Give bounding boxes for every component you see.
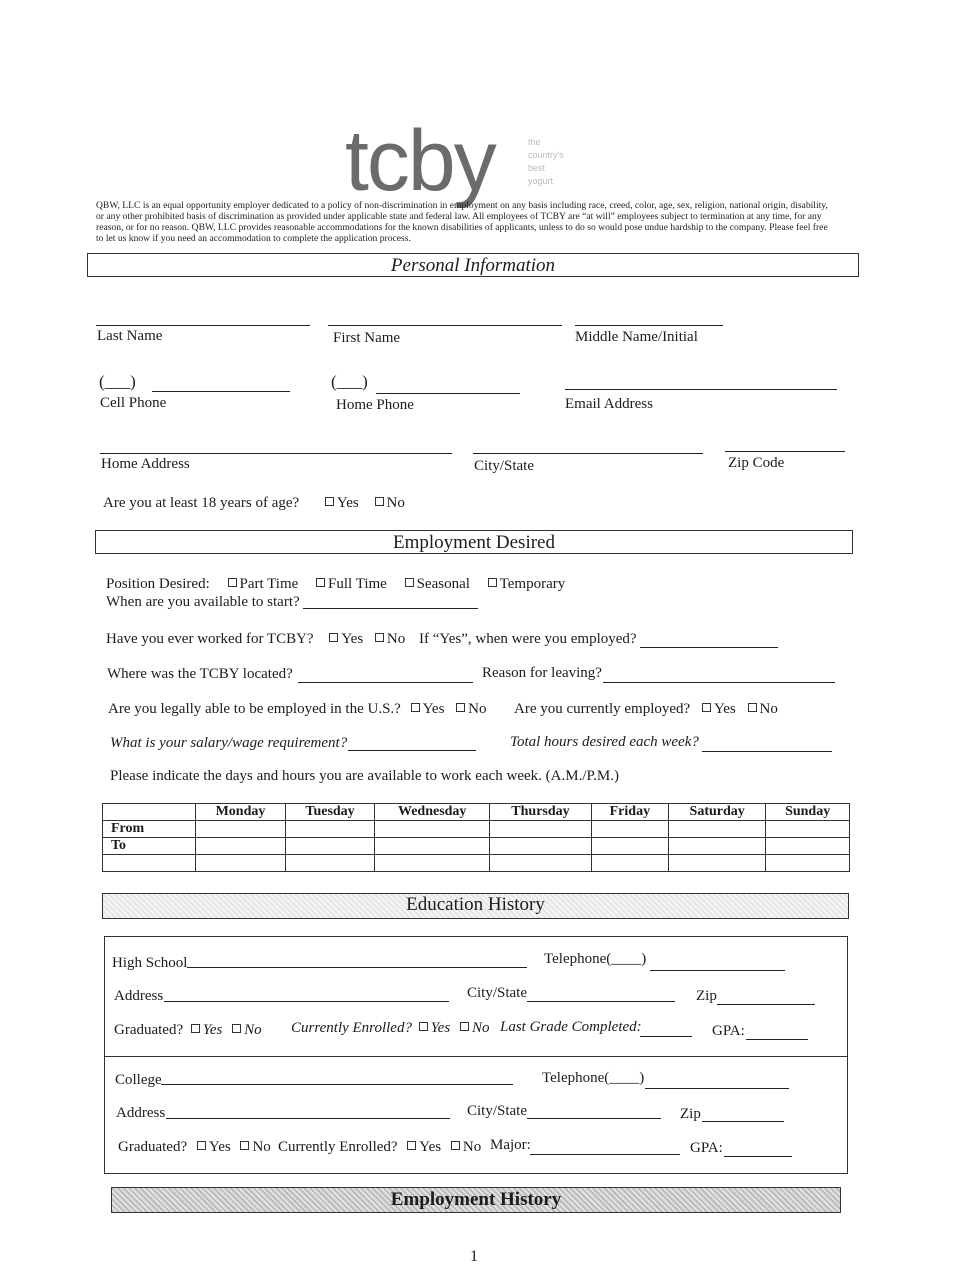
home-address-line[interactable] xyxy=(100,453,452,454)
hs-zip-line[interactable] xyxy=(717,1004,815,1005)
yes-label: Yes xyxy=(430,1020,451,1036)
hs-telephone-label: Telephone(____) xyxy=(544,951,647,967)
hs-gpa-line[interactable] xyxy=(746,1039,808,1040)
last-name-line[interactable] xyxy=(96,325,310,326)
when-employed-label: If “Yes”, when were you employed? xyxy=(419,631,637,647)
first-name-line[interactable] xyxy=(328,325,562,326)
hs-enrolled-no-option[interactable] xyxy=(460,1020,490,1036)
hs-grad-no-option[interactable] xyxy=(232,1022,262,1038)
checkbox-icon[interactable] xyxy=(460,1022,469,1031)
day-header: Friday xyxy=(591,804,668,821)
college-city-state-label: City/State xyxy=(467,1103,527,1119)
legal-no-option[interactable] xyxy=(456,701,486,717)
hs-gpa-label: GPA: xyxy=(712,1023,745,1039)
checkbox-icon[interactable] xyxy=(748,703,757,712)
legally-able-row xyxy=(108,701,487,718)
position-desired-row xyxy=(106,576,565,593)
time-cell[interactable] xyxy=(490,855,591,872)
no-label: No xyxy=(471,1020,490,1036)
day-header: Wednesday xyxy=(375,804,490,821)
checkbox-icon[interactable] xyxy=(240,1141,249,1150)
enrolled-label: Currently Enrolled? xyxy=(291,1020,412,1036)
age-question-text: Are you at least 18 years of age? xyxy=(103,495,300,511)
last-grade-line[interactable] xyxy=(640,1036,692,1037)
section-title: Education History xyxy=(406,894,545,915)
option-label: Full Time xyxy=(328,576,387,592)
yes-label: Yes xyxy=(202,1022,223,1038)
time-cell[interactable] xyxy=(196,838,286,855)
yes-label: Yes xyxy=(419,1139,442,1155)
checkbox-icon[interactable] xyxy=(191,1024,200,1033)
tagline-word: country's xyxy=(528,150,564,160)
section-title: Employment History xyxy=(390,1189,562,1210)
salary-label: What is your salary/wage requirement? xyxy=(110,735,348,751)
college-zip-label: Zip xyxy=(680,1106,701,1122)
day-header: Tuesday xyxy=(285,804,374,821)
email-line[interactable] xyxy=(565,389,837,390)
employment-desired-header xyxy=(95,530,853,554)
home-area-code: (___) xyxy=(331,372,368,391)
table-row xyxy=(103,855,850,872)
home-phone-line[interactable] xyxy=(376,393,520,394)
currently-employed-row xyxy=(514,701,778,718)
checkbox-icon[interactable] xyxy=(451,1141,460,1150)
section-title: Employment Desired xyxy=(393,532,555,553)
time-cell[interactable] xyxy=(375,855,490,872)
availability-note: Please indicate the days and hours you are available to work each week. (A.M./P.M.) xyxy=(110,768,620,784)
time-cell[interactable] xyxy=(766,821,850,838)
city-state-label: City/State xyxy=(474,458,534,474)
college-grad-yes-option[interactable] xyxy=(197,1139,231,1155)
checkbox-icon[interactable] xyxy=(411,703,420,712)
college-gpa-label: GPA: xyxy=(690,1140,723,1156)
college-address-label: Address xyxy=(116,1105,166,1121)
table-row xyxy=(103,838,850,855)
time-cell[interactable] xyxy=(669,855,766,872)
hs-address-line[interactable] xyxy=(164,1001,449,1002)
legal-yes-option[interactable] xyxy=(411,701,445,717)
no-label: No xyxy=(462,1139,482,1155)
hs-grad-yes-option[interactable] xyxy=(191,1022,222,1038)
college-enrolled-yes-option[interactable] xyxy=(407,1139,441,1155)
checkbox-icon[interactable] xyxy=(375,497,384,506)
age-no-option[interactable] xyxy=(375,495,405,511)
time-cell[interactable] xyxy=(591,838,668,855)
college-telephone-label: Telephone(____) xyxy=(542,1070,645,1086)
email-label: Email Address xyxy=(565,396,653,412)
tagline-word: yogurt xyxy=(528,176,554,186)
college-enrolled-row xyxy=(278,1139,481,1156)
hs-enrolled-yes-option[interactable] xyxy=(419,1020,450,1036)
middle-name-label: Middle Name/Initial xyxy=(575,329,698,345)
city-state-line[interactable] xyxy=(473,453,703,454)
corner-cell xyxy=(103,804,196,821)
time-cell[interactable] xyxy=(375,838,490,855)
time-cell[interactable] xyxy=(490,821,591,838)
checkbox-icon[interactable] xyxy=(228,578,237,587)
home-phone-label: Home Phone xyxy=(336,397,414,413)
checkbox-icon[interactable] xyxy=(407,1141,416,1150)
tagline-word: the xyxy=(528,137,541,147)
personal-info-header xyxy=(87,253,859,277)
day-header: Saturday xyxy=(669,804,766,821)
full-time-option[interactable] xyxy=(316,576,387,592)
major-line[interactable] xyxy=(530,1154,680,1155)
hours-week-line[interactable] xyxy=(702,751,832,752)
when-employed-line[interactable] xyxy=(640,647,778,648)
time-cell[interactable] xyxy=(490,838,591,855)
zip-line[interactable] xyxy=(725,451,845,452)
no-label: No xyxy=(759,701,778,717)
employment-history-header xyxy=(111,1187,841,1213)
worked-before-row xyxy=(106,631,637,648)
age-question xyxy=(103,495,405,512)
time-cell[interactable] xyxy=(285,821,374,838)
checkbox-icon[interactable] xyxy=(488,578,497,587)
temporary-option[interactable] xyxy=(488,576,566,592)
college-grad-no-option[interactable] xyxy=(240,1139,270,1155)
graduated-label: Graduated? xyxy=(118,1139,188,1155)
tagline-word: best xyxy=(528,163,546,173)
location-line[interactable] xyxy=(298,682,473,683)
time-cell[interactable] xyxy=(591,821,668,838)
section-title: Personal Information xyxy=(390,255,556,276)
location-label: Where was the TCBY located? xyxy=(107,666,293,682)
hs-telephone-line[interactable] xyxy=(650,970,785,971)
no-label: No xyxy=(386,495,405,511)
college-graduated-row xyxy=(118,1139,271,1156)
eeo-statement: QBW, LLC is an equal opportunity employer dedicated to a policy of non-discrimination in employment on any basis including race, creed, color, age, sex, religion, national origin, disability, or any other prohibited basis of discrimination as provided under applicable state and federal law. All employees of TCBY are “at will” employees subject to termination at any time, for any reason, or for no reason. QBW, LLC provides reasonable accommodations for the known disabilities of applicants, unless to do so would pose undue hardship to the company. Please feel free to let us know if you need an accommodation to complete the application process. xyxy=(96,200,828,244)
employed-yes-option[interactable] xyxy=(702,701,736,717)
yes-label: Yes xyxy=(341,631,364,647)
college-label: College xyxy=(115,1072,162,1088)
time-cell[interactable] xyxy=(766,838,850,855)
option-label: Part Time xyxy=(239,576,299,592)
time-cell[interactable] xyxy=(766,855,850,872)
first-name-label: First Name xyxy=(333,330,401,346)
hours-week-label: Total hours desired each week? xyxy=(510,734,699,750)
last-name-label: Last Name xyxy=(97,328,163,344)
worked-no-option[interactable] xyxy=(375,631,405,647)
time-cell[interactable] xyxy=(669,821,766,838)
availability-table xyxy=(102,803,850,872)
hs-address-label: Address xyxy=(114,988,164,1004)
start-date-line[interactable] xyxy=(303,608,478,609)
time-cell[interactable] xyxy=(196,855,286,872)
middle-name-line[interactable] xyxy=(575,325,723,326)
checkbox-icon[interactable] xyxy=(316,578,325,587)
hs-city-state-label: City/State xyxy=(467,985,527,1001)
salary-line[interactable] xyxy=(348,750,476,751)
logo-tagline xyxy=(528,136,564,188)
college-zip-line[interactable] xyxy=(702,1121,784,1122)
last-grade-label: Last Grade Completed: xyxy=(500,1019,642,1035)
hs-zip-label: Zip xyxy=(696,988,717,1004)
yes-label: Yes xyxy=(713,701,736,717)
position-desired-label: Position Desired: xyxy=(106,576,210,592)
worked-before-label: Have you ever worked for TCBY? xyxy=(106,631,314,647)
college-city-state-line[interactable] xyxy=(527,1118,661,1119)
part-time-option[interactable] xyxy=(228,576,299,592)
row-label xyxy=(103,855,196,872)
cell-area-code: (___) xyxy=(99,372,136,391)
no-label: No xyxy=(244,1022,262,1038)
table-header-row xyxy=(103,804,850,821)
time-cell[interactable] xyxy=(375,821,490,838)
yes-label: Yes xyxy=(208,1139,231,1155)
enrolled-label: Currently Enrolled? xyxy=(278,1139,398,1155)
college-enrolled-no-option[interactable] xyxy=(451,1139,481,1155)
no-label: No xyxy=(252,1139,271,1155)
home-address-label: Home Address xyxy=(101,456,190,472)
day-header: Thursday xyxy=(490,804,591,821)
education-header xyxy=(102,893,849,919)
time-cell[interactable] xyxy=(285,855,374,872)
college-telephone-line[interactable] xyxy=(645,1088,789,1089)
no-label: No xyxy=(468,701,487,717)
legally-able-label: Are you legally able to be employed in the U.S.? xyxy=(108,701,401,717)
checkbox-icon[interactable] xyxy=(405,578,414,587)
row-label: To xyxy=(103,838,196,855)
time-cell[interactable] xyxy=(285,838,374,855)
employed-no-option[interactable] xyxy=(748,701,778,717)
education-divider xyxy=(104,1056,848,1057)
checkbox-icon[interactable] xyxy=(197,1141,206,1150)
hs-city-state-line[interactable] xyxy=(527,1001,675,1002)
time-cell[interactable] xyxy=(591,855,668,872)
zip-label: Zip Code xyxy=(728,455,785,471)
age-yes-option[interactable] xyxy=(325,495,359,511)
cell-phone-label: Cell Phone xyxy=(100,395,167,411)
tcby-logo: tcby xyxy=(345,113,495,209)
currently-employed-label: Are you currently employed? xyxy=(514,701,691,717)
cell-phone-line[interactable] xyxy=(152,391,290,392)
time-cell[interactable] xyxy=(196,821,286,838)
row-label: From xyxy=(103,821,196,838)
day-header: Monday xyxy=(196,804,286,821)
high-school-label: High School xyxy=(112,955,188,971)
start-date-label: When are you available to start? xyxy=(106,594,300,610)
college-gpa-line[interactable] xyxy=(724,1156,792,1157)
yes-label: Yes xyxy=(422,701,445,717)
reason-leaving-line[interactable] xyxy=(603,682,835,683)
worked-yes-option[interactable] xyxy=(329,631,363,647)
page-number: 1 xyxy=(470,1248,478,1265)
graduated-label: Graduated? xyxy=(114,1022,184,1038)
checkbox-icon[interactable] xyxy=(702,703,711,712)
reason-leaving-label: Reason for leaving? xyxy=(482,665,602,681)
checkbox-icon[interactable] xyxy=(232,1024,241,1033)
checkbox-icon[interactable] xyxy=(325,497,334,506)
hs-graduated-row xyxy=(114,1022,262,1039)
college-address-line[interactable] xyxy=(166,1118,450,1119)
yes-label: Yes xyxy=(336,495,359,511)
checkbox-icon[interactable] xyxy=(329,633,338,642)
seasonal-option[interactable] xyxy=(405,576,470,592)
high-school-line[interactable] xyxy=(187,967,527,968)
time-cell[interactable] xyxy=(669,838,766,855)
no-label: No xyxy=(386,631,406,647)
checkbox-icon[interactable] xyxy=(456,703,465,712)
option-label: Seasonal xyxy=(416,576,470,592)
hs-enrolled-row xyxy=(291,1020,489,1037)
option-label: Temporary xyxy=(499,576,566,592)
checkbox-icon[interactable] xyxy=(419,1022,428,1031)
checkbox-icon[interactable] xyxy=(375,633,384,642)
day-header: Sunday xyxy=(766,804,850,821)
college-line[interactable] xyxy=(161,1084,513,1085)
major-label: Major: xyxy=(490,1137,531,1153)
table-row xyxy=(103,821,850,838)
